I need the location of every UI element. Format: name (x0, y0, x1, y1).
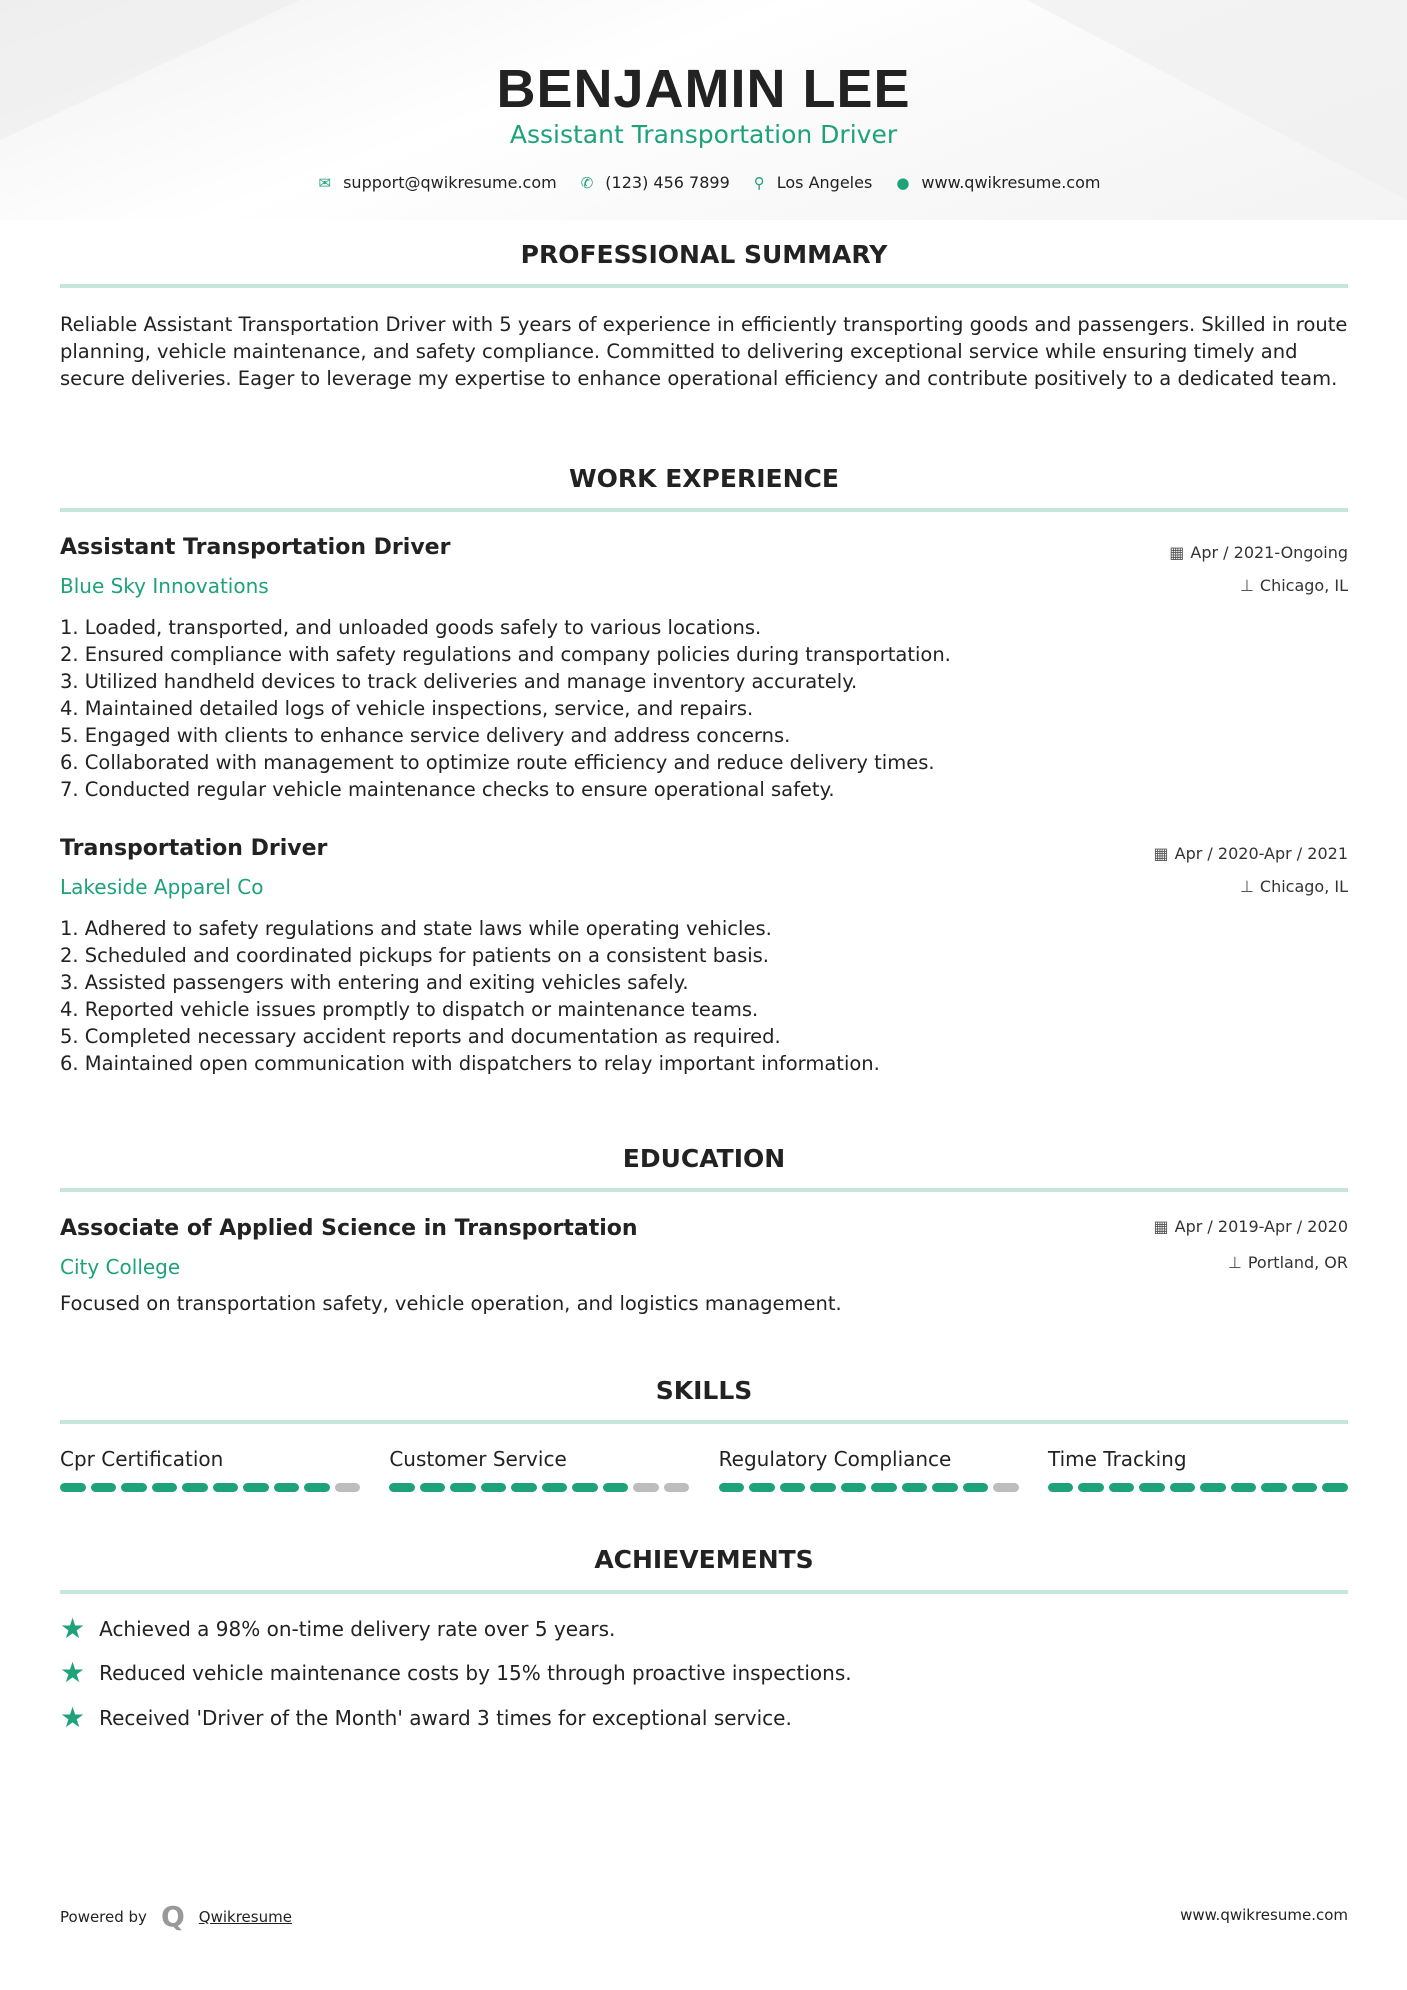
skill-rating-segment (719, 1483, 745, 1492)
skill-rating-segment (1139, 1483, 1165, 1492)
skill-rating-segment (1292, 1483, 1318, 1492)
skill-rating-segment (1261, 1483, 1287, 1492)
education-description: Focused on transportation safety, vehicle operation, and logistics management. (60, 1292, 842, 1315)
skill-rating (1048, 1483, 1348, 1492)
contact-location: Los Angeles (776, 173, 873, 192)
skill-rating (389, 1483, 689, 1492)
achievement-item (60, 1612, 616, 1645)
contact-bar (0, 173, 1407, 192)
skill-rating-segment (182, 1483, 208, 1492)
footer-url[interactable]: www.qwikresume.com (1180, 1906, 1348, 1924)
qwikresume-logo-icon: Q (160, 1900, 185, 1933)
skill-rating-segment (60, 1483, 86, 1492)
skill-rating-segment (335, 1483, 361, 1492)
skill-name: Time Tracking (1047, 1447, 1187, 1471)
envelope-icon: ✉ (318, 173, 332, 192)
date-text: Apr / 2020-Apr / 2021 (1174, 844, 1348, 863)
list-item: 1. Adhered to safety regulations and state laws while operating vehicles. (60, 917, 772, 940)
skill-rating-segment (963, 1483, 989, 1492)
pin-icon: ⊥ (1227, 1253, 1242, 1272)
skill-rating-segment (572, 1483, 598, 1492)
divider (60, 284, 1348, 288)
job-title: Transportation Driver (60, 836, 328, 861)
list-item: 1. Loaded, transported, and unloaded goods safely to various locations. (60, 616, 762, 639)
phone-icon: ✆ (580, 173, 594, 192)
skill-rating-segment (91, 1483, 117, 1492)
achievement-text: Achieved a 98% on-time delivery rate over 5 years. (99, 1617, 616, 1641)
contact-website[interactable]: www.qwikresume.com (921, 173, 1101, 192)
company-name: Blue Sky Innovations (60, 574, 269, 598)
job-date (1169, 543, 1348, 562)
job-location (1240, 576, 1348, 595)
list-item: 6. Maintained open communication with dispatchers to relay important information. (60, 1052, 880, 1075)
skill-rating-segment (932, 1483, 958, 1492)
skill-rating (719, 1483, 1019, 1492)
skill-rating-segment (389, 1483, 415, 1492)
skill-rating-segment (1078, 1483, 1104, 1492)
list-item: 4. Maintained detailed logs of vehicle inspections, service, and repairs. (60, 697, 754, 720)
job-title: Assistant Transportation Driver (60, 535, 451, 560)
education-date (1154, 1217, 1348, 1236)
skill-rating-segment (213, 1483, 239, 1492)
candidate-name: BENJAMIN LEE (496, 59, 911, 119)
divider (60, 1420, 1348, 1424)
company-name: Lakeside Apparel Co (60, 875, 264, 899)
degree: Associate of Applied Science in Transportation (60, 1216, 638, 1241)
star-icon: ★ (60, 1701, 86, 1734)
date-text: Apr / 2019-Apr / 2020 (1174, 1217, 1348, 1236)
job-location (1240, 877, 1348, 896)
star-icon: ★ (60, 1612, 86, 1645)
summary-heading: PROFESSIONAL SUMMARY (520, 240, 888, 269)
skill-rating-segment (810, 1483, 836, 1492)
date-text: Apr / 2021-Ongoing (1190, 543, 1348, 562)
qwikresume-link[interactable]: Qwikresume (198, 1907, 292, 1926)
skill-rating-segment (1048, 1483, 1074, 1492)
list-item: 2. Scheduled and coordinated pickups for patients on a consistent basis. (60, 944, 770, 967)
skill-rating-segment (243, 1483, 269, 1492)
contact-phone[interactable]: (123) 456 7899 (605, 173, 730, 192)
calendar-icon: ▦ (1153, 844, 1169, 863)
calendar-icon: ▦ (1153, 1217, 1169, 1236)
achievements-heading: ACHIEVEMENTS (594, 1545, 814, 1574)
skill-rating-segment (749, 1483, 775, 1492)
skill-rating-segment (1322, 1483, 1348, 1492)
location-text: Chicago, IL (1259, 877, 1348, 896)
list-item: 7. Conducted regular vehicle maintenance checks to ensure operational safety. (60, 778, 835, 801)
list-item: 3. Utilized handheld devices to track deliveries and manage inventory accurately. (60, 670, 858, 693)
skill-rating-segment (1200, 1483, 1226, 1492)
skill-item (1048, 1447, 1348, 1492)
skill-rating-segment (664, 1483, 690, 1492)
job-bullets (60, 915, 1350, 1077)
achievement-item (60, 1656, 852, 1689)
school: City College (60, 1255, 181, 1279)
footer-powered (60, 1900, 292, 1933)
list-item: 5. Engaged with clients to enhance service delivery and address concerns. (60, 724, 791, 747)
skill-rating-segment (603, 1483, 629, 1492)
skill-rating-segment (1170, 1483, 1196, 1492)
education-location (1228, 1253, 1348, 1272)
skills-list (60, 1447, 1348, 1492)
candidate-title: Assistant Transportation Driver (509, 120, 898, 149)
powered-by-label: Powered by (60, 1907, 147, 1926)
list-item: 3. Assisted passengers with entering and exiting vehicles safely. (60, 971, 689, 994)
skill-rating-segment (993, 1483, 1019, 1492)
skill-rating-segment (481, 1483, 507, 1492)
divider (60, 1188, 1348, 1192)
skill-rating-segment (633, 1483, 659, 1492)
location-text: Portland, OR (1247, 1253, 1348, 1272)
divider (60, 508, 1348, 512)
skill-rating-segment (780, 1483, 806, 1492)
experience-heading: WORK EXPERIENCE (569, 464, 839, 493)
globe-icon: ● (896, 173, 910, 192)
list-item: 5. Completed necessary accident reports and documentation as required. (60, 1025, 781, 1048)
divider (60, 1590, 1348, 1594)
skill-rating-segment (1109, 1483, 1135, 1492)
skill-item (389, 1447, 689, 1492)
skill-item (719, 1447, 1019, 1492)
summary-text: Reliable Assistant Transportation Driver with 5 years of experience in efficiently transporting goods and passengers. Skilled in route planning, vehicle maintenance, and safety compliance. Committed to delivering exceptional service while ensuring timely and secure deliveries. Eager to leverage my expertise to enhance operational efficiency and contribute positively to a dedicated team. (60, 313, 1348, 390)
list-item: 4. Reported vehicle issues promptly to dispatch or maintenance teams. (60, 998, 759, 1021)
list-item: 2. Ensured compliance with safety regulations and company policies during transportation. (60, 643, 951, 666)
skill-rating-segment (274, 1483, 300, 1492)
skill-name: Regulatory Compliance (718, 1447, 952, 1471)
skill-name: Customer Service (389, 1447, 567, 1471)
skills-heading: SKILLS (655, 1376, 753, 1405)
map-pin-icon: ⚲ (753, 173, 765, 192)
skill-rating-segment (841, 1483, 867, 1492)
skill-rating-segment (511, 1483, 537, 1492)
skill-rating-segment (121, 1483, 147, 1492)
skill-rating-segment (304, 1483, 330, 1492)
achievement-text: Received 'Driver of the Month' award 3 times for exceptional service. (99, 1706, 792, 1730)
list-item: 6. Collaborated with management to optimize route efficiency and reduce delivery times. (60, 751, 935, 774)
skill-rating-segment (871, 1483, 897, 1492)
contact-email[interactable]: support@qwikresume.com (343, 173, 557, 192)
education-heading: EDUCATION (622, 1144, 786, 1173)
skill-rating-segment (1231, 1483, 1257, 1492)
calendar-icon: ▦ (1169, 543, 1185, 562)
skill-rating-segment (152, 1483, 178, 1492)
pin-icon: ⊥ (1239, 576, 1254, 595)
pin-icon: ⊥ (1239, 877, 1254, 896)
skill-rating-segment (450, 1483, 476, 1492)
skill-rating-segment (542, 1483, 568, 1492)
skill-name: Cpr Certification (60, 1447, 224, 1471)
achievement-text: Reduced vehicle maintenance costs by 15% through proactive inspections. (99, 1661, 852, 1685)
star-icon: ★ (60, 1656, 86, 1689)
skill-rating-segment (902, 1483, 928, 1492)
job-date (1154, 844, 1348, 863)
location-text: Chicago, IL (1259, 576, 1348, 595)
job-bullets (60, 614, 1350, 803)
skill-item (60, 1447, 360, 1492)
achievement-item (60, 1701, 792, 1734)
skill-rating (60, 1483, 360, 1492)
skill-rating-segment (420, 1483, 446, 1492)
